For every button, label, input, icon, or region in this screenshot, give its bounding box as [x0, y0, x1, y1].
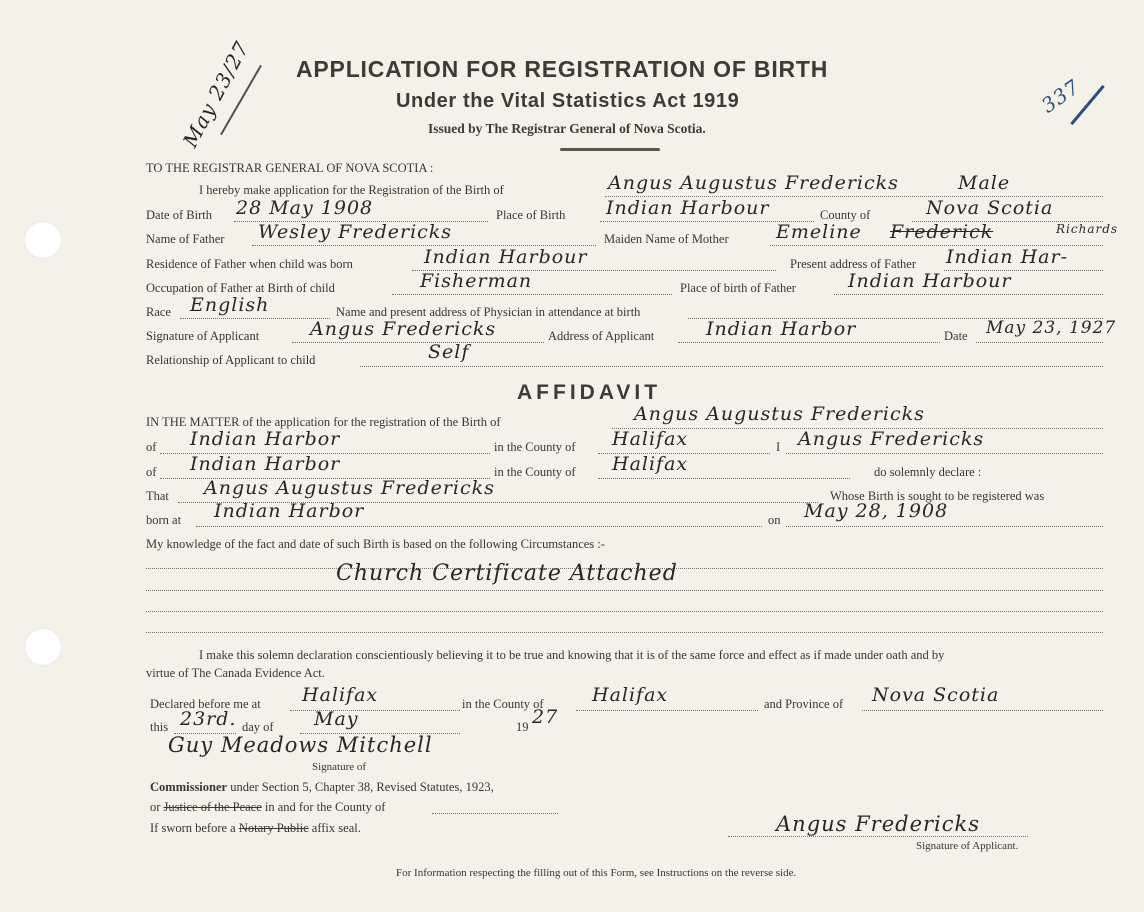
dotted-line — [146, 611, 1103, 612]
justice-rest: in and for the County of — [264, 800, 386, 814]
dotted-line — [862, 710, 1103, 711]
father-pob-label: Place of birth of Father — [680, 281, 796, 295]
mother-value: Emeline — [776, 221, 862, 243]
punch-hole-top — [24, 221, 62, 259]
commissioner-rest: under Section 5, Chapter 38, Revised Statutes, 1923, — [230, 780, 494, 794]
header-ornament — [560, 148, 660, 151]
signature-label: Signature of Applicant — [146, 329, 260, 343]
or-label: or — [150, 800, 161, 814]
race-value: English — [190, 294, 270, 316]
declared-county-label: in the County of — [462, 697, 544, 711]
knowledge-label: My knowledge of the fact and date of such Birth is based on the following Circumstances :- — [146, 537, 605, 551]
margin-note-date: May 23/27 — [178, 36, 254, 152]
pob-value: Indian Harbour — [606, 197, 770, 219]
county-value: Nova Scotia — [926, 197, 1054, 219]
form-issuer: Issued by The Registrar General of Nova Scotia. — [428, 121, 706, 136]
date-label: Date — [944, 329, 968, 343]
applicant-signature: Angus Fredericks — [776, 812, 981, 836]
dotted-line — [786, 526, 1103, 527]
declared-value: Halifax — [302, 684, 379, 706]
father-label: Name of Father — [146, 232, 225, 246]
justice-struck: Justice of the Peace — [163, 800, 262, 814]
dotted-line — [576, 710, 758, 711]
present-value: Indian Har- — [946, 246, 1068, 268]
dotted-line — [360, 366, 1103, 367]
matter-value: Angus Augustus Fredericks — [634, 403, 925, 425]
dotted-line — [728, 836, 1028, 837]
residence-label: Residence of Father when child was born — [146, 257, 353, 271]
relationship-label: Relationship of Applicant to child — [146, 353, 316, 367]
that-value: Angus Augustus Fredericks — [204, 477, 495, 499]
dotted-line — [432, 813, 558, 814]
signature-value: Angus Fredericks — [310, 318, 497, 340]
dotted-line — [196, 526, 762, 527]
dotted-line — [598, 478, 850, 479]
intro-label: I hereby make application for the Registration of the Birth of — [199, 183, 504, 197]
dotted-line — [292, 342, 544, 343]
on-value: May 28, 1908 — [804, 500, 949, 522]
declaration-line-2: virtue of The Canada Evidence Act. — [146, 666, 325, 680]
of-label-2: of — [146, 465, 157, 479]
i-value: Angus Fredericks — [798, 428, 985, 450]
occupation-label: Occupation of Father at Birth of child — [146, 281, 335, 295]
occupation-value: Fisherman — [420, 270, 533, 292]
dotted-line — [678, 342, 940, 343]
of-value-1: Indian Harbor — [190, 428, 341, 450]
county-label-1: in the County of — [494, 440, 576, 454]
race-label: Race — [146, 305, 171, 319]
born-label: born at — [146, 513, 182, 527]
dotted-line — [146, 632, 1103, 633]
of-label-1: of — [146, 440, 157, 454]
form-subtitle: Under the Vital Statistics Act 1919 — [396, 90, 740, 112]
county-value-2: Halifax — [612, 453, 689, 475]
sworn-line — [150, 821, 361, 836]
province-value: Nova Scotia — [872, 684, 1000, 706]
punch-hole-bottom — [24, 628, 62, 666]
county-label: County of — [820, 208, 871, 222]
date-value: May 23, 1927 — [986, 318, 1117, 338]
form-title: APPLICATION FOR REGISTRATION OF BIRTH — [296, 56, 829, 82]
declaration-line-1: I make this solemn declaration conscientiously believing it to be true and knowing that it is of the same force and effect as if made under oath and by — [199, 648, 945, 662]
address-value: Indian Harbor — [706, 318, 857, 340]
province-label: and Province of — [764, 697, 844, 711]
dotted-line — [392, 294, 672, 295]
justice-line — [150, 800, 385, 815]
signature-of-label: Signature of — [312, 761, 367, 773]
mother-correction: Richards — [1056, 222, 1119, 236]
addressee: TO THE REGISTRAR GENERAL OF NOVA SCOTIA : — [146, 161, 434, 175]
notary-struck: Notary Public — [238, 821, 309, 835]
child-sex: Male — [958, 172, 1011, 194]
county-label-2: in the County of — [494, 465, 576, 479]
year-prefix: 19 — [516, 720, 529, 734]
margin-number: 337 — [1036, 74, 1085, 118]
dob-label: Date of Birth — [146, 208, 212, 222]
circumstances-value: Church Certificate Attached — [336, 561, 678, 586]
i-label: I — [776, 440, 781, 454]
relationship-value: Self — [428, 341, 470, 363]
day-value: 23rd. — [180, 708, 237, 730]
commissioner-signature: Guy Meadows Mitchell — [168, 733, 433, 757]
commissioner-line — [150, 780, 494, 795]
year-value: 27 — [532, 706, 559, 728]
child-name: Angus Augustus Fredericks — [608, 172, 899, 194]
day-label: day of — [242, 720, 274, 734]
of-value-2: Indian Harbor — [190, 453, 341, 475]
footer-note: For Information respecting the filling out of this Form, see Instructions on the reverse side. — [396, 867, 797, 879]
dotted-line — [786, 453, 1103, 454]
dotted-line — [976, 342, 1103, 343]
mother-struck: Frederick — [890, 221, 994, 243]
declared-label: Declared before me at — [150, 697, 261, 711]
declared-county-value: Halifax — [592, 684, 669, 706]
declare-label: do solemnly declare : — [874, 465, 982, 479]
dotted-line — [146, 590, 1103, 591]
dotted-line — [834, 294, 1103, 295]
born-value: Indian Harbor — [214, 500, 365, 522]
sworn-label: If sworn before a — [150, 821, 236, 835]
mother-label: Maiden Name of Mother — [604, 232, 729, 246]
that-label: That — [146, 489, 169, 503]
this-label: this — [150, 720, 169, 734]
father-value: Wesley Fredericks — [258, 221, 453, 243]
father-pob-value: Indian Harbour — [848, 270, 1012, 292]
present-label: Present address of Father — [790, 257, 917, 271]
residence-value: Indian Harbour — [424, 246, 588, 268]
whose-label: Whose Birth is sought to be registered was — [830, 489, 1045, 503]
pob-label: Place of Birth — [496, 208, 566, 222]
affidavit-heading: AFFIDAVIT — [517, 381, 662, 404]
sworn-rest: affix seal. — [311, 821, 361, 835]
physician-label: Name and present address of Physician in attendance at birth — [336, 305, 641, 319]
address-label: Address of Applicant — [548, 329, 655, 343]
month-value: May — [314, 708, 359, 730]
commissioner-label: Commissioner — [150, 780, 228, 794]
dotted-line — [180, 318, 330, 319]
on-label: on — [768, 513, 781, 527]
matter-label: IN THE MATTER of the application for the registration of the Birth of — [146, 415, 501, 429]
dob-value: 28 May 1908 — [236, 197, 374, 219]
applicant-signature-label: Signature of Applicant. — [916, 840, 1019, 852]
county-value-1: Halifax — [612, 428, 689, 450]
